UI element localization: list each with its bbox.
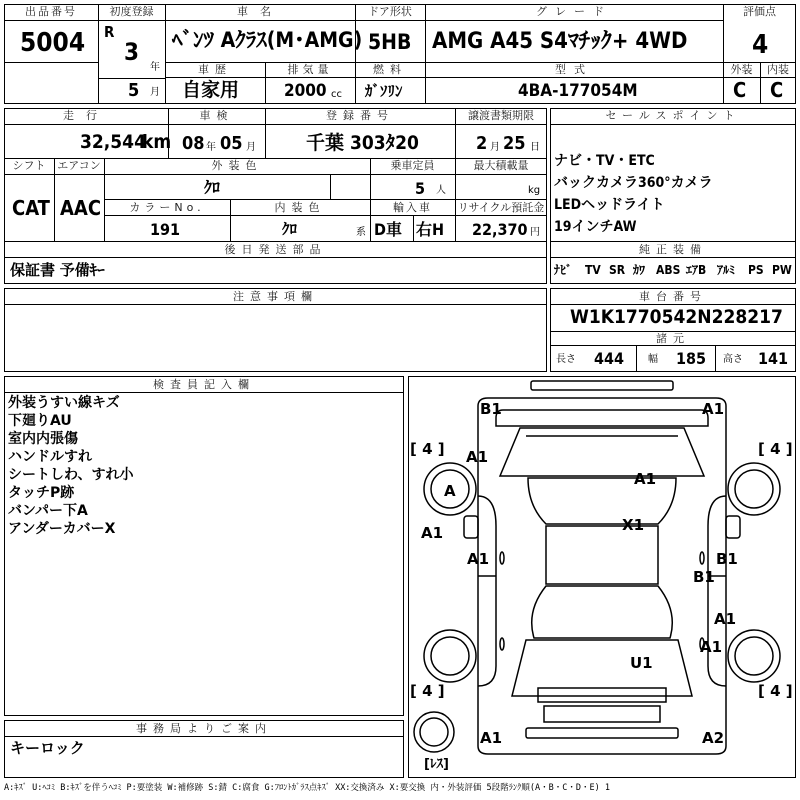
genuine-item: ﾅﾋﾞ xyxy=(554,263,573,277)
transfer-day: 25 xyxy=(503,133,526,154)
car-diagram xyxy=(408,376,796,778)
interior-label: 内装 xyxy=(767,63,789,76)
capacity-label: 乗車定員 xyxy=(390,159,435,172)
later-parts: 保証書 予備ｷｰ xyxy=(10,261,105,279)
genuine-item: ｱﾙﾐ xyxy=(717,263,736,277)
mark-hood: A1 xyxy=(634,470,657,488)
spare-tire: [ﾚｽ] xyxy=(424,757,449,772)
inspector-note: 下廻りAU xyxy=(8,413,72,429)
mileage: 32,544 xyxy=(80,131,146,153)
int-color-unit: 系 xyxy=(356,227,366,238)
color-no-label: カラーNo. xyxy=(129,201,205,214)
ac: AAC xyxy=(60,196,102,220)
interior-grade: C xyxy=(770,78,784,102)
mileage-label: 走行 xyxy=(63,109,109,122)
sales-point-item: ナビ・TV・ETC xyxy=(554,153,655,169)
model: 4BA-177054M xyxy=(518,81,638,101)
sales-point-item: 19インチAW xyxy=(554,219,637,235)
door: 5HB xyxy=(368,30,412,54)
month-unit: 月 xyxy=(150,87,160,98)
inspector-note: ハンドルすれ xyxy=(8,449,92,465)
car-name-label: 車名 xyxy=(237,5,283,18)
mark-right-door-lower: B1 xyxy=(693,568,715,586)
ext-color: ｸﾛ xyxy=(204,178,221,197)
shift: CAT xyxy=(12,196,50,220)
tire-tread-fr: [ 4 ] xyxy=(758,440,793,458)
import-side: 右H xyxy=(416,220,445,239)
int-color: ｸﾛ xyxy=(282,220,298,238)
import-label: 輸入車 xyxy=(393,201,432,214)
score: 4 xyxy=(752,30,769,60)
mark-left-fender: A1 xyxy=(466,448,489,466)
ext-color-label: 外装色 xyxy=(211,159,263,172)
sales-points-label: セールスポイント xyxy=(605,109,741,122)
length-label: 長さ xyxy=(556,354,576,365)
fuel: ｶﾞｿﾘﾝ xyxy=(365,82,403,100)
int-color-label: 内装色 xyxy=(274,201,326,214)
mark-rear-left-corner: A1 xyxy=(480,729,503,747)
caution-label: 注意事項欄 xyxy=(233,290,318,303)
mark-roof: X1 xyxy=(622,516,645,534)
inspector-note: 室内内張傷 xyxy=(8,431,78,447)
first-reg-year: 3 xyxy=(124,38,140,66)
ac-label: エアコン xyxy=(57,159,101,172)
first-reg-month: 5 xyxy=(128,80,140,101)
car-name: ﾍﾞﾝﾂ Aｸﾗｽ(M･AMG) xyxy=(172,28,363,52)
inspection-year-unit: 年 xyxy=(206,142,216,153)
inspector-label: 検査員記入欄 xyxy=(153,378,255,391)
inspector-note: タッチP跡 xyxy=(8,485,75,501)
max-load-unit: kg xyxy=(528,185,541,196)
genuine-item: TV xyxy=(585,263,601,277)
genuine-item: PS xyxy=(748,263,764,277)
mark-left-front-door: A1 xyxy=(421,524,444,542)
capacity-unit: 人 xyxy=(436,185,446,196)
exterior-label: 外装 xyxy=(730,63,753,76)
exterior-grade: C xyxy=(733,78,747,102)
length: 444 xyxy=(594,349,625,368)
transfer-label: 譲渡書類期限 xyxy=(468,109,534,122)
chassis-number: W1K1770542N228217 xyxy=(570,306,783,328)
transfer-day-unit: 日 xyxy=(530,142,540,153)
height-label: 高さ xyxy=(723,354,743,365)
lot-number-label: 出品番号 xyxy=(25,5,77,18)
later-parts-label: 後日発送部品 xyxy=(224,243,327,256)
inspector-note: アンダーカバーX xyxy=(8,521,116,537)
displacement: 2000 xyxy=(284,81,327,101)
tire-tread-rl: [ 4 ] xyxy=(410,682,445,700)
transfer-month: 2 xyxy=(476,133,488,154)
year-unit: 年 xyxy=(150,62,160,73)
tire-tread-fl: [ 4 ] xyxy=(410,440,445,458)
shift-label: シフト xyxy=(12,159,46,172)
lot-number: 5004 xyxy=(20,28,86,58)
score-label: 評価点 xyxy=(743,5,776,18)
genuine-item: PW xyxy=(772,263,792,277)
genuine-item: SR xyxy=(609,263,626,277)
mark-right-rear-door: A1 xyxy=(714,610,737,628)
history: 自家用 xyxy=(182,79,240,101)
mark-front-right-corner: A1 xyxy=(702,400,725,418)
width-label: 幅 xyxy=(648,354,658,365)
first-reg-label: 初度登録 xyxy=(109,5,154,18)
inspection-label: 車検 xyxy=(199,109,234,122)
transfer-month-unit: 月 xyxy=(490,142,500,153)
genuine-item: ABS xyxy=(656,263,681,277)
mark-left-front-wheel: A xyxy=(444,482,456,500)
sales-point-item: LEDヘッドライト xyxy=(554,197,665,213)
recycle-label: リサイクル預託金 xyxy=(457,201,545,214)
inspection-month-unit: 月 xyxy=(246,142,256,153)
fuel-label: 燃料 xyxy=(373,63,407,76)
reg-number: 千葉 303ﾀ20 xyxy=(306,132,419,154)
genuine-item: ｶﾜ xyxy=(633,263,646,277)
width: 185 xyxy=(676,349,707,368)
max-load-label: 最大積載量 xyxy=(473,159,529,172)
inspector-note: シートしわ、すれ小 xyxy=(8,467,134,483)
height: 141 xyxy=(758,349,789,368)
mark-right-rear-fender: A1 xyxy=(700,638,723,656)
specs-label: 諸元 xyxy=(656,332,690,345)
mark-front-left-corner: B1 xyxy=(480,400,502,418)
history-label: 車歴 xyxy=(198,63,232,76)
color-no: 191 xyxy=(150,220,181,239)
recycle-unit: 円 xyxy=(530,227,540,238)
displacement-label: 排気量 xyxy=(287,63,333,76)
tire-tread-rr: [ 4 ] xyxy=(758,682,793,700)
mark-trunk: U1 xyxy=(630,654,653,672)
inspection-month: 05 xyxy=(220,133,243,154)
inspector-note: バンパー下A xyxy=(8,503,88,519)
genuine-equipment-label: 純正装備 xyxy=(639,243,707,256)
era: R xyxy=(104,23,115,41)
chassis-label: 車台番号 xyxy=(639,290,707,303)
sales-point-item: バックカメラ360°カメラ xyxy=(554,175,713,191)
genuine-item: ｴｱB xyxy=(686,263,707,277)
capacity: 5 xyxy=(415,179,426,198)
office-label: 事務局よりご案内 xyxy=(136,722,272,735)
grade-label: グレード xyxy=(536,5,612,18)
mileage-unit: km xyxy=(142,131,172,153)
inspector-note: 外装うすい線キズ xyxy=(8,395,120,411)
reg-number-label: 登録番号 xyxy=(326,109,394,122)
grade: AMG A45 S4ﾏﾁｯｸ+ 4WD xyxy=(432,29,688,54)
mark-left-rear-door: A1 xyxy=(467,550,490,568)
inspection-year: 08 xyxy=(182,133,205,154)
recycle: 22,370 xyxy=(472,220,528,239)
office-note: キーロック xyxy=(10,739,85,757)
mark-right-door-upper: B1 xyxy=(716,550,738,568)
displacement-unit: cc xyxy=(331,89,342,100)
mark-rear-right-corner: A2 xyxy=(702,729,725,747)
legend: A:ｷｽﾞ U:ﾍｺﾐ B:ｷｽﾞを伴うﾍｺﾐ P:要塗装 W:補修跡 S:錆 C:腐食 G:ﾌﾛﾝﾄｶﾞﾗｽ点ｷｽﾞ XX:交換済み X:要交換 内・外装評価 5段階ﾗﾝｸ順(A・B・C・D・E) 1 xyxy=(4,783,610,793)
model-label: 型式 xyxy=(555,63,593,76)
import-d: D車 xyxy=(374,220,402,239)
door-label: ドア形状 xyxy=(368,5,412,18)
